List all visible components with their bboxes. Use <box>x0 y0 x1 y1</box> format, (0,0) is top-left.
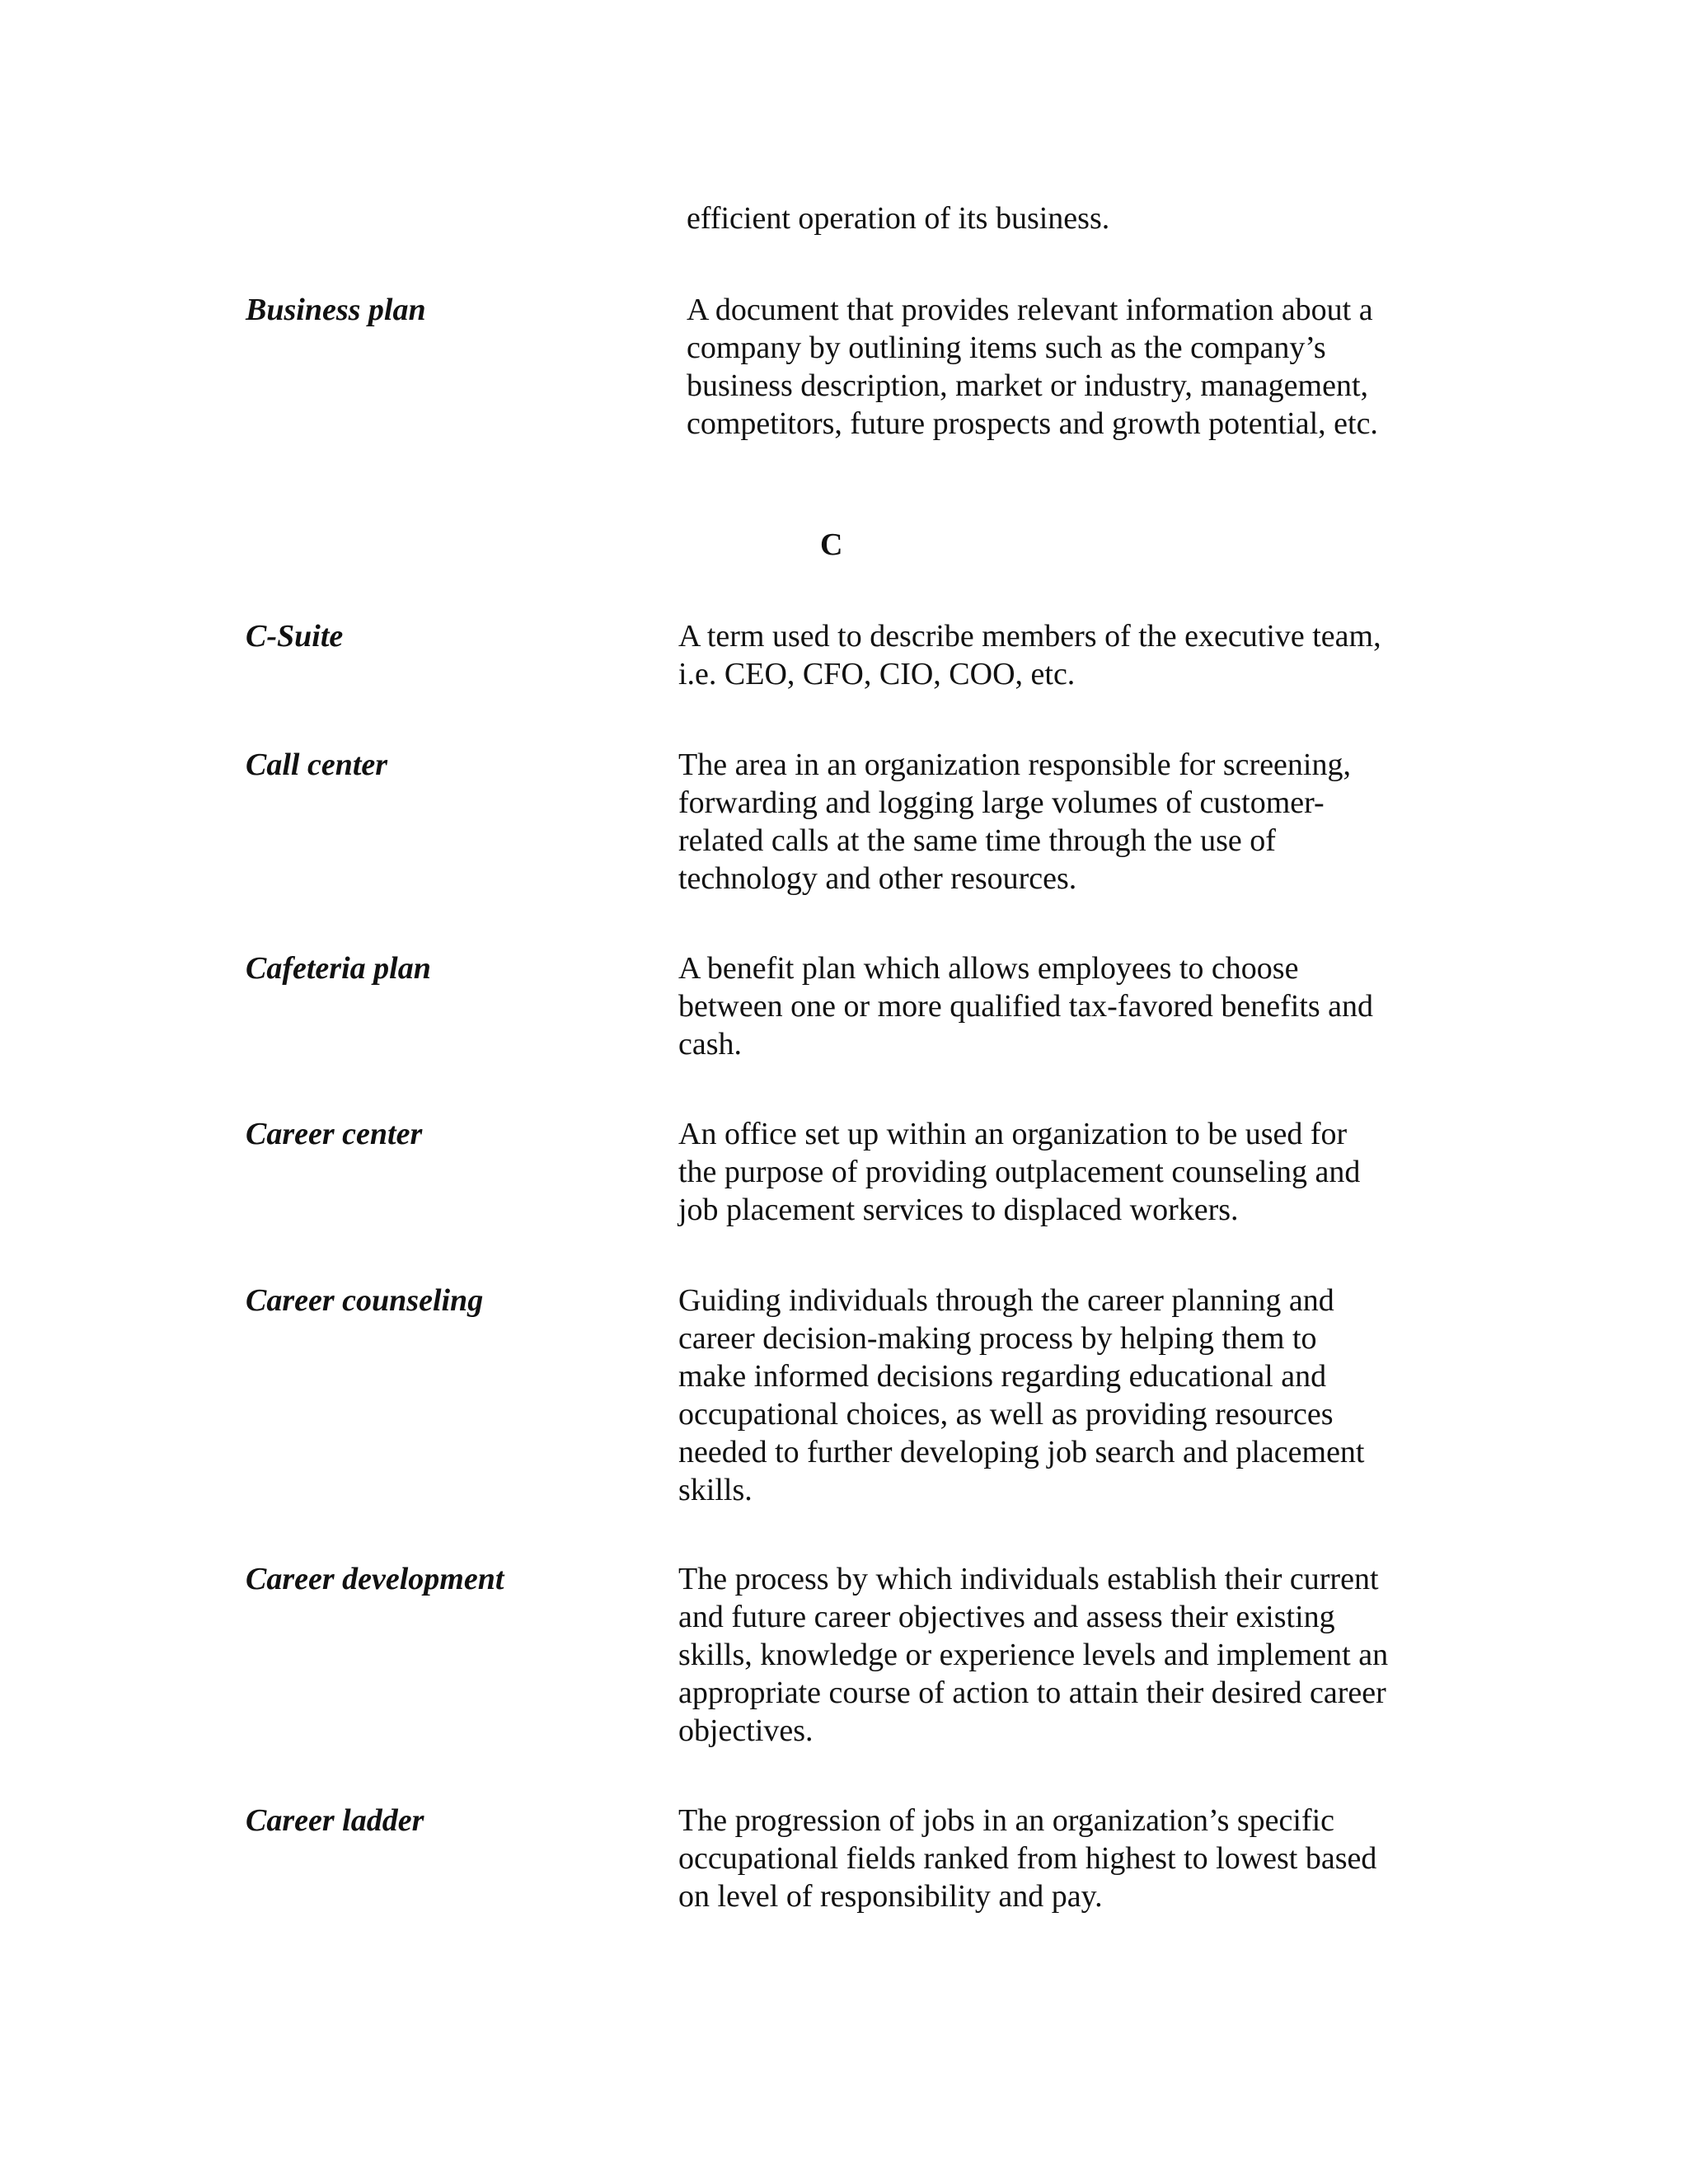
definition-line: A benefit plan which allows employees to choose <box>678 951 1299 986</box>
glossary-definition <box>678 1115 1453 1229</box>
glossary-definition <box>678 949 1453 1063</box>
definition-line: occupational choices, as well as providing resources <box>678 1397 1334 1432</box>
glossary-term: Call center <box>246 748 388 782</box>
definition-line: appropriate course of action to attain their desired career <box>678 1675 1386 1710</box>
glossary-term: Business plan <box>246 293 426 327</box>
definition-line: The area in an organization responsible for screening, <box>678 748 1351 782</box>
glossary-term: Career development <box>246 1562 504 1596</box>
glossary-definition <box>678 1802 1453 1915</box>
definition-line: cash. <box>678 1027 743 1062</box>
glossary-term: Career ladder <box>246 1803 424 1838</box>
definition-line: objectives. <box>678 1713 814 1748</box>
definition-line: technology and other resources. <box>678 861 1077 896</box>
definition-line: between one or more qualified tax-favored benefits and <box>678 989 1374 1024</box>
definition-line: A document that provides relevant information about a <box>687 293 1373 327</box>
definition-line: needed to further developing job search and placement <box>678 1435 1365 1469</box>
continued-definition <box>687 199 1461 237</box>
definition-line: business description, market or industry, management, <box>687 368 1369 403</box>
definition-line: A term used to describe members of the executive team, <box>678 619 1381 654</box>
definition-line: competitors, future prospects and growth potential, etc. <box>687 406 1378 441</box>
definition-line: job placement services to displaced workers. <box>678 1193 1239 1227</box>
definition-line: The progression of jobs in an organization’s specific <box>678 1803 1335 1838</box>
glossary-term: C-Suite <box>246 619 344 654</box>
definition-line: occupational fields ranked from highest to lowest based <box>678 1841 1377 1876</box>
definition-line: skills, knowledge or experience levels and implement an <box>678 1638 1389 1672</box>
glossary-definition <box>678 746 1453 898</box>
definition-line: make informed decisions regarding educational and <box>678 1359 1327 1394</box>
definition-line: skills. <box>678 1473 753 1507</box>
glossary-term: Career counseling <box>246 1283 484 1318</box>
definition-line: i.e. CEO, CFO, CIO, COO, etc. <box>678 657 1076 691</box>
definition-line: Guiding individuals through the career planning and <box>678 1283 1334 1318</box>
definition-line: efficient operation of its business. <box>687 201 1110 236</box>
definition-line: An office set up within an organization to be used for <box>678 1117 1348 1151</box>
glossary-term: Cafeteria plan <box>246 951 431 986</box>
definition-line: forwarding and logging large volumes of customer- <box>678 785 1325 820</box>
definition-line: on level of responsibility and pay. <box>678 1879 1103 1914</box>
definition-line: career decision-making process by helping them to <box>678 1321 1317 1356</box>
glossary-definition <box>678 617 1453 693</box>
definition-line: the purpose of providing outplacement counseling and <box>678 1155 1361 1189</box>
definition-line: and future career objectives and assess their existing <box>678 1600 1335 1634</box>
definition-line: related calls at the same time through the use of <box>678 823 1276 858</box>
section-letter-heading: C <box>820 527 843 562</box>
definition-line: The process by which individuals establish their current <box>678 1562 1379 1596</box>
glossary-definition <box>678 1560 1453 1750</box>
glossary-term: Career center <box>246 1117 423 1151</box>
glossary-definition <box>678 1282 1453 1509</box>
glossary-definition <box>687 291 1461 443</box>
definition-line: company by outlining items such as the company’s <box>687 330 1326 365</box>
